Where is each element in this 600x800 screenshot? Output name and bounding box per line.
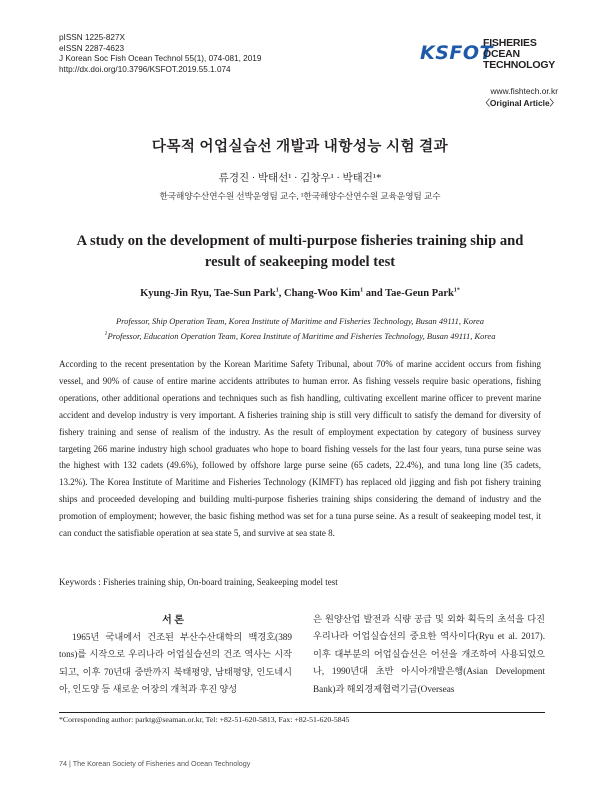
author-4-sup: 1* [453,287,460,294]
intro-column-right: 은 원양산업 발전과 식량 공급 및 외화 획득의 초석을 다진 우리나라 어업실습선의 중요한 역사이다(Ryu et al. 2017). 이후 대부분의 어업실습선은 어선을 개조하여 사용되었으나, 1990년대 초반 아시아개발은행(Asian Development Bank)과 해외경제협력기금(Overseas [313,614,545,694]
author-2-sup: 1 [275,287,279,294]
english-title-line-2: result of seakeeping model test [204,254,396,270]
korean-title: 다목적 어업실습선 개발과 내항성능 시험 결과 [151,139,449,155]
english-title [0,231,600,273]
article-type: 〈Original Article〉 [481,98,558,108]
author-3-sup: 1 [360,287,364,294]
logo-text [483,38,560,71]
korean-affiliation: 한국해양수산연수원 선박운영팀 교수, ¹한국해양수산연수원 교육운영팀 교수 [159,191,441,201]
author-3: Chang-Woo Kim [283,288,361,299]
footnote-divider [59,712,545,713]
and-connector: and [365,288,383,299]
affiliation-2 [0,329,600,344]
author-1: Kyung-Jin Ryu [140,288,209,299]
pissn: pISSN 1225-827X [59,33,125,42]
logo-mark: KSFOT [420,42,493,64]
journal-meta [59,33,261,75]
korean-authors: 류경진 · 박태선¹ · 김창우¹ · 박태건¹* [218,173,382,184]
abstract: According to the recent presentation by the Korean Maritime Safety Tribunal, about 70% of marine accident occurs from fishing vessel, and 90% of cause of entire marine accidents attributes to human error. As fishing vessels require basic operations, fishing operations, other additional operations and techniques such as fish handling, cultivating excellent marine officer to prevent marine accident and develop industry is very important. A fisheries training ship is still very difficult to satisfy the demand for diversity of fishery training and sense of realism of the industry. As the result of employment expectation by category of business survey targeting 266 marine industry high school graduates who hope to board fishing vessels for the last four years, tuna purse seine was the highest with 132 cadets (49.6%), followed by offshore large purse seine (65 cadets, 22.4%), and tuna long line (35 cadets, 13.2%). The Korea Institute of Maritime and Fisheries Technology (KIMFT) has replaced old jigging and fish pot fishery training ships and proceeded developing and building multi-purpose fisheries training ships considering the demand of industry and the promotion of employment; however, the basic fishing method was set for a tuna purse seine. As a result of seakeeping model test, it can conduct the satisfiable operation at sea state 5, and survive at sea state 8. [59,359,541,539]
english-authors: Kyung-Jin Ryu, Tae-Sun Park$^1$, Chang-Woo Kim$^1$ and Tae-Geun Park$^{1*}$ [140,287,460,299]
logo-line-2: TECHNOLOGY [483,59,556,71]
author-2: Tae-Sun Park [213,288,276,299]
intro-column-left: 1965년 국내에서 건조된 부산수산대학의 백경호(389 tons)를 시작으로 우리나라 어업실습선의 건조 역사는 시작되고, 이후 70년대 중반까지 북태평양, 남태평양, 인도네시아, 인도양 등 새로운 어장의 개척과 후진 양성 [59,632,292,695]
doi-link[interactable]: http://dx.doi.org/10.3796/KSFOT.2019.55.1.074 [59,64,231,74]
affiliation-2-sup: 1 [104,331,108,338]
affiliation-2-text: Professor, Education Operation Team, Korea Institute of Maritime and Fisheries Technology, Busan 49111, Korea [107,331,496,341]
english-title-line-1: A study on the development of multi-purpose fisheries training ship and [76,233,524,249]
citation: J Korean Soc Fish Ocean Technol 55(1), 074-081, 2019 [59,54,262,64]
author-4: Tae-Geun Park [385,288,454,299]
section-heading-introduction: 서 론 [162,615,184,626]
journal-logo [420,36,560,70]
page-footer: 74 | The Korean Society of Fisheries and Ocean Technology [59,759,251,768]
journal-website-link[interactable]: www.fishtech.or.kr [490,86,558,96]
affiliation-1: Professor, Ship Operation Team, Korea Institute of Maritime and Fisheries Technology, Busan 49111, Korea [115,316,485,326]
keywords: Keywords : Fisheries training ship, On-board training, Seakeeping model test [59,577,338,587]
eissn: eISSN 2287-4623 [59,43,125,53]
logo-line-1: FISHERIES OCEAN [483,37,537,60]
english-affiliations [0,314,600,344]
corresponding-author-footnote: *Corresponding author: parktg@seaman.or.kr, Tel: +82-51-620-5813, Fax: +82-51-620-5845 [59,715,350,724]
